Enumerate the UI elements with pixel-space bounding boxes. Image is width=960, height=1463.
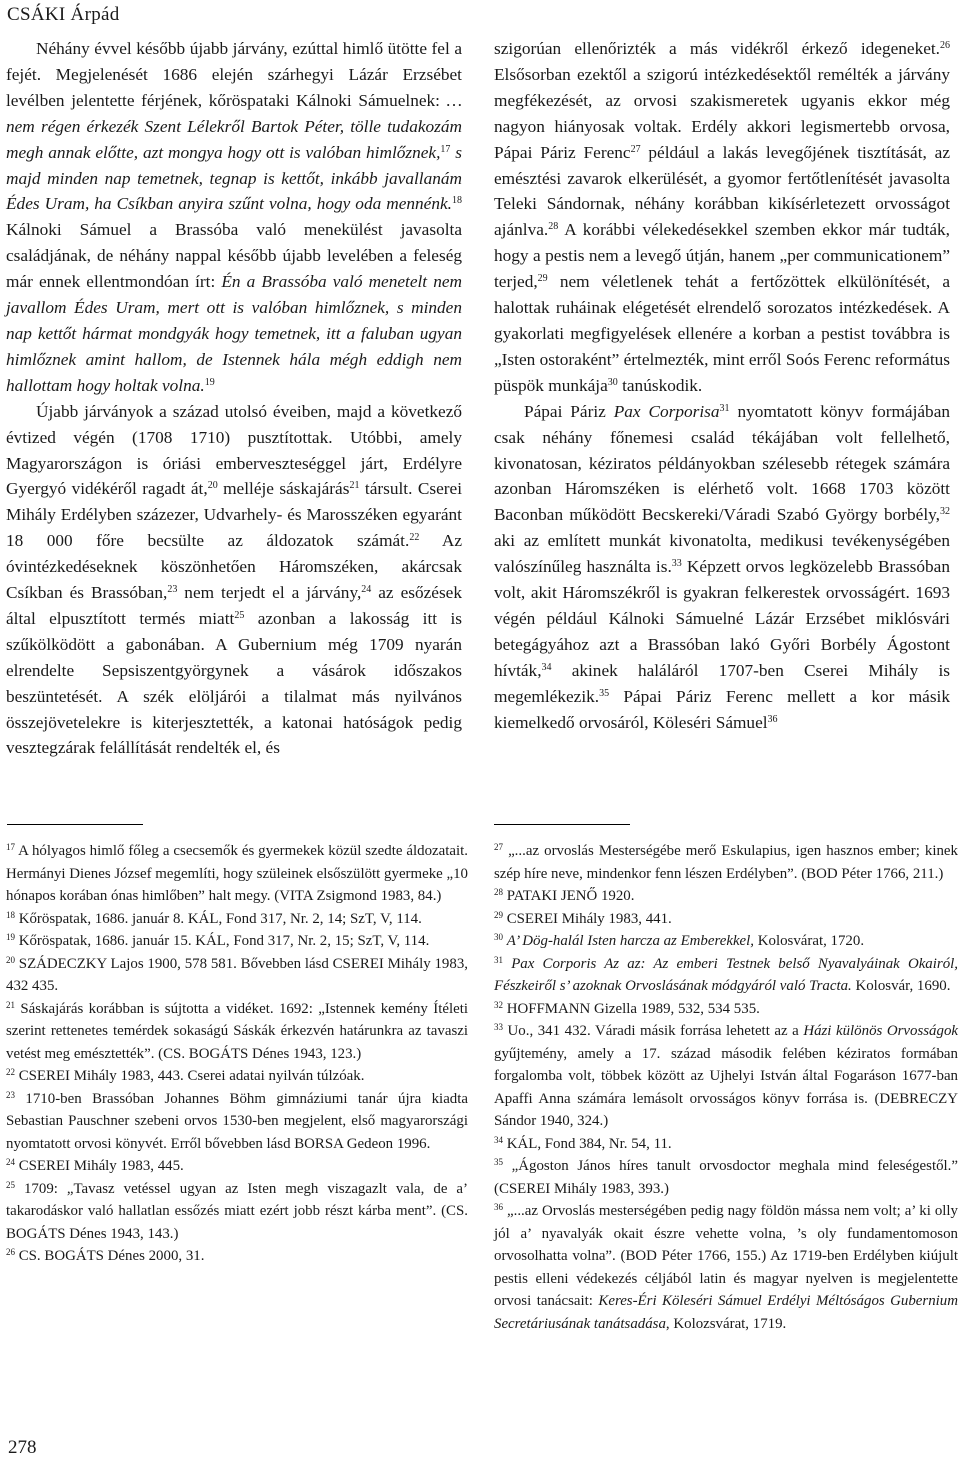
- text-run: Kolosvárat, 1720.: [754, 933, 865, 949]
- text-run: „...az Orvoslás mesterségében pedig nagy földön mássa nem volt; a’ ki olly jól a’ nyavalyák okait észre vehette volna, ’s oly fundamentomoson orvosolhatta volna”. (BOD Péter 1766, 155.) Az 1719-ben Erdélyben kiújult pestis elleni védekezés céljából latin és magyar nyelven is megjelentette orvosi tanácsait:: [494, 1203, 958, 1309]
- running-head: CSÁKI Árpád: [7, 4, 120, 25]
- text-run: Kőröspatak, 1686. január 15. KÁL, Fond 317, Nr. 2, 15; SzT, V, 114.: [15, 933, 430, 949]
- paragraph: [6, 399, 462, 762]
- text-run: szigorúan ellenőrizték a más vidékről érkező idegeneket.: [494, 39, 940, 58]
- text-run: A hólyagos himlő főleg a csecsemők és gyermekek közül szedte áldozatait. Hermányi Dienes József megemlíti, hogy szüleinek elsőszülött gyermeke „10 hónapos korában ónas himlőben” halt megy. (VITA Zsigmond 1983, 84.): [6, 843, 468, 904]
- footnote-ref: 30: [494, 932, 503, 942]
- text-run: , Kolozsvárat, 1719.: [665, 1315, 787, 1332]
- text-run: aki az említett munkát kivonatolta, medikusi tevékenységében valószínűleg használta is.: [494, 531, 950, 577]
- text-run: társult. Cserei Mihály Erdélyben százezer, Udvarhely- és Marosszéken egyaránt 18 000 főre becsülte az áldozatok számát.: [6, 479, 462, 551]
- footnote-ref: 23: [167, 584, 178, 596]
- footnote: [494, 1200, 958, 1335]
- text-run: Kálnoki Sámuel a Brassóba való menekülést javasolta családjának, de néhány nappal később újabb levelében a feleség már ennek ellentmondóan írt:: [6, 220, 462, 292]
- text-run: gyűjtemény, amely a 17. század második felében kéziratos formában forgalomba volt, többek között az Ujhelyi István által Fogaráson 1677-ban Apaffi Anna számára lemásolt orvosságos könyv forrása is. (DEBRECZY Sándor 1940, 324.): [494, 1045, 958, 1129]
- text-run: Sáskajárás korábban is sújtotta a vidéket. 1692: „Istennek kemény Ítéleti szerint rettenetes temérdek sokaságú Sáskák érkezvén határunkra az tavaszi vetést meg emésztették”. (CS. BOGÁTS Dénes 1943, 123.): [6, 1000, 468, 1062]
- footnote: [6, 1245, 468, 1268]
- footnote-ref: 32: [494, 999, 503, 1010]
- italic-text: Keres-Éri Köleséri Sámuel Erdélyi Méltóságos Gubernium Secretáriusának tanátsadása: [494, 1293, 958, 1332]
- footnote: [494, 908, 958, 931]
- footnote-rule: [7, 824, 143, 825]
- footnote: [6, 908, 468, 931]
- text-run: nem véletlenek tehát a fertőzöttek elkülönítését, a halottak ruháinak elégetését elrendelő sorozatos intézkedések. A gyakorlati megfigyelések ellenére a korban a pestist továbbra is „Isten ostoraként” értelmezték, mint erről Soós Ferenc református püspök munkája: [494, 272, 950, 395]
- text-run: Pápai Páriz: [524, 401, 614, 421]
- footnote-ref: 35: [494, 1157, 503, 1167]
- text-run: Újabb járványok a század utolsó éveiben, majd a következő évtized végén (1708 1710) pusztítottak. Utóbbi, amely Magyarországon is óriási emberveszteséggel járt, Erdélyre Gyergyó vidékéről ragadt át,: [6, 401, 462, 499]
- italic-text: s majd minden nap temetnek, tegnap is kettőt, inkább javallanám Édes Uram, ha Csíkban anyira szűnt volna, hogy oda mennénk.: [6, 142, 463, 214]
- footnote-ref: 36: [767, 713, 778, 725]
- text-run: 1710-ben Brassóban Johannes Böhm gimnáziumi tanár újra kiadta Sebastian Pauschner szebeni orvos 1530-ben megjelent, első magyarországi nyomtatott orvosi könyvét. Erről bővebben lásd BORSA Gedeon 1996.: [6, 1090, 468, 1152]
- text-run: Az óvintézkedéseknek köszönhetően Háromszéken, akárcsak Csíkban és Brassóban,: [6, 531, 462, 603]
- footnote-ref: 19: [6, 932, 15, 942]
- footnote-ref: 26: [6, 1247, 15, 1257]
- footnote: [494, 840, 958, 885]
- text-run: Pápai Páriz Ferenc mellett a kor másik kiemelkedő orvosáról, Köleséri Sámuel: [494, 686, 950, 732]
- text-run: „...az orvoslás Mesterségébe merő Eskulapius, igen hasznos ember; kinek szép híre neve, mindenkor fenn lészen Erdélyben”. (BOD Péter 1766, 211.): [494, 843, 958, 882]
- page-number: 278: [8, 1437, 37, 1458]
- text-run: az esőzések által elpusztított termés miatt: [6, 583, 462, 628]
- footnote-rule: [494, 824, 630, 825]
- text-run: CS. BOGÁTS Dénes 2000, 31.: [15, 1248, 205, 1264]
- footnote-ref: 27: [630, 143, 641, 155]
- text-run: CSEREI Mihály 1983, 445.: [15, 1158, 184, 1174]
- footnote-ref: 17: [440, 143, 451, 155]
- footnotes-right: [494, 840, 958, 1335]
- text-run: nem terjedt el a járvány,: [177, 583, 362, 603]
- italic-text: Pax Corporisa: [613, 401, 720, 421]
- footnote: [494, 998, 958, 1021]
- footnote-ref: 19: [204, 376, 215, 388]
- footnote-ref: 25: [6, 1179, 15, 1190]
- footnote-ref: 34: [541, 661, 552, 673]
- footnote: [6, 840, 468, 908]
- footnote-ref: 36: [494, 1202, 503, 1212]
- text-run: A korábbi vélekedésekkel szemben ekkor már tudták, hogy a pestis nem a levegő útján, hanem „per communicationem” terjed,: [494, 220, 950, 292]
- italic-text: …nem régen érkezék Szent Lélekről Bartok Péter, tölle tudakozám megh annak előtte, azt mongya hogy ott is valóban himlőznek,: [6, 90, 462, 162]
- footnote: [6, 953, 468, 998]
- footnote: [6, 1065, 468, 1088]
- footnote-ref: 32: [940, 506, 950, 518]
- footnote: [494, 1020, 958, 1133]
- paragraph: [6, 36, 462, 399]
- text-run: nyomtatott könyv formájában csak néhány főnemesi család tékájában volt fellelhető, kivonatosan, kéziratos példányokban szélesebb rétegek számára azonban Háromszéken is elérhető volt. 1668 1703 között Baconban működött Becskereki/Váradi Szabó György borbély,: [494, 401, 951, 525]
- text-run: [503, 956, 511, 972]
- footnote-ref: 30: [607, 376, 618, 388]
- text-run: 1709: „Tavasz vetéssel ugyan az Isten megh viszagazlt vala, de a’ takarodáskor való hallatlan essőzés miatt ezért jobb részt kárba ment”. (CS. BOGÁTS Dénes 1943, 143.): [6, 1180, 468, 1242]
- footnote-ref: 28: [548, 221, 559, 233]
- footnote-ref: 31: [719, 402, 730, 414]
- footnote-ref: 20: [6, 954, 15, 965]
- text-run: Kőröspatak, 1686. január 8. KÁL, Fond 317, Nr. 2, 14; SzT, V, 114.: [15, 910, 422, 927]
- text-run: például a lakás levegőjének tisztítását, az emésztési zavarok elkerülését, a gyomor fertőtlenítését javasolta Teleki Sándornak, néhány korábban kikísérletezett orvosságot ajánlva.: [494, 142, 950, 240]
- text-run: Kolosvár, 1690.: [851, 978, 951, 994]
- footnote: [494, 1155, 958, 1200]
- paragraph: [494, 36, 950, 399]
- text-run: Néhány évvel később újabb járvány, ezúttal himlő ütötte fel a fejét. Megjelenését 1686 elején szárhegyi Lázár Erzsébet levélben jelentette férjének, kőröspataki Kálnoki Sámuelnek:: [6, 39, 462, 110]
- italic-text: Én a Brassóba való menetelt nem javallom Édes Uram, mert ott is valóban himlőznek, s minden nap kettőt hármat mondgyák hogy temetnek, itt a faluban ugyan himlőznek amint hallom, de Istennek hála mégh eddigh nem hallottam hogy holtak volna.: [6, 272, 462, 395]
- footnote: [6, 1178, 468, 1246]
- text-run: azonban a lakosság itt is szűkölködött a gabonában. A Gubernium még 1709 nyarán elrendelte Sepsiszentgyörgynek a vásárok időszakos beszüntetését. A szék elöljárói a tilalmat más nyilvános összejövetelekre is kiterjesztették, a katonai hatóságok pedig vesztegzárak felállítását rendelték el, és: [6, 608, 462, 758]
- footnote-ref: 21: [6, 999, 15, 1010]
- italic-text: A’ Dög-halál Isten harcza az Emberekkel,: [506, 933, 755, 949]
- text-run: CSEREI Mihály 1983, 441.: [503, 910, 672, 927]
- text-run: PATAKI JENŐ 1920.: [503, 888, 635, 904]
- right-column: [494, 36, 950, 735]
- left-column: [6, 36, 462, 761]
- text-run: melléje sáskajárás: [217, 479, 350, 499]
- footnote-ref: 26: [940, 40, 950, 51]
- text-run: akinek haláláról 1707-ben Cserei Mihály is megemlékezik.: [494, 660, 950, 706]
- italic-text: Házi különös Orvosságok: [803, 1023, 958, 1039]
- footnote-ref: 21: [349, 480, 360, 492]
- footnote: [6, 930, 468, 953]
- text-run: Elsősorban ezektől a szigorú intézkedésektől remélték a járvány megfékezését, az orvosi szakismeretek ugyanis ekkor még nagyon hiányosak voltak. Erdély akkori legismertebb orvosa, Pápai Páriz Ferenc: [494, 64, 950, 162]
- footnote-ref: 18: [452, 195, 462, 207]
- footnote: [6, 1088, 468, 1156]
- text-run: CSEREI Mihály 1983, 443. Cserei adatai nyilván túlzóak.: [15, 1068, 365, 1084]
- footnote: [6, 1155, 468, 1178]
- footnote: [494, 1133, 958, 1156]
- footnote-ref: 22: [409, 532, 420, 544]
- text-run: KÁL, Fond 384, Nr. 54, 11.: [503, 1135, 672, 1152]
- footnote-ref: 35: [599, 687, 610, 699]
- text-run: HOFFMANN Gizella 1989, 532, 534 535.: [503, 1000, 760, 1017]
- footnote-ref: 27: [494, 842, 503, 852]
- footnote: [6, 998, 468, 1066]
- text-run: tanúskodik.: [617, 375, 703, 395]
- footnote: [494, 930, 958, 953]
- text-run: SZÁDECZKY Lajos 1900, 578 581. Bővebben lásd CSEREI Mihály 1983, 432 435.: [6, 955, 468, 994]
- footnote-ref: 28: [494, 887, 503, 897]
- footnote-ref: 25: [234, 609, 245, 621]
- footnote-ref: 18: [6, 909, 15, 920]
- footnote-ref: 29: [537, 273, 548, 285]
- footnotes-left: [6, 840, 468, 1268]
- footnote-ref: 22: [6, 1067, 15, 1077]
- footnote-ref: 34: [494, 1134, 503, 1145]
- footnote-ref: 17: [6, 842, 15, 852]
- footnote-ref: 24: [6, 1157, 15, 1167]
- text-run: Képzett orvos legközelebb Brassóban volt, akit Háromszékről is gyakran felkerestek orvosságért. 1693 végén például Kálnoki Sámuelné Lázár Erzsébet miklósvári betegágyához azt a Brassóban lakó Győri Borbély Ágostont hívták,: [494, 557, 950, 680]
- footnote-ref: 23: [6, 1089, 15, 1100]
- footnote-ref: 24: [361, 584, 372, 596]
- text-run: Uo., 341 432. Váradi másik forrása lehetett az a: [503, 1023, 804, 1039]
- footnote-ref: 33: [671, 558, 682, 570]
- footnote: [494, 885, 958, 908]
- italic-text: Pax Corporis Az az: Az emberi Testnek belső Nyavalyáinak Okairól, Fészkeiről s’ azoknak Orvoslásának módgyáról való Tracta.: [494, 955, 958, 994]
- footnote-ref: 20: [207, 480, 218, 492]
- footnote-ref: 33: [494, 1022, 503, 1032]
- footnote-ref: 31: [494, 954, 503, 965]
- footnote: [494, 953, 958, 998]
- text-run: „Ágoston János híres tanult orvosdoctor meghala mind feleségestől.” (CSEREI Mihály 1983, 393.): [494, 1158, 958, 1197]
- footnote-ref: 29: [494, 909, 503, 920]
- paragraph: [494, 399, 950, 736]
